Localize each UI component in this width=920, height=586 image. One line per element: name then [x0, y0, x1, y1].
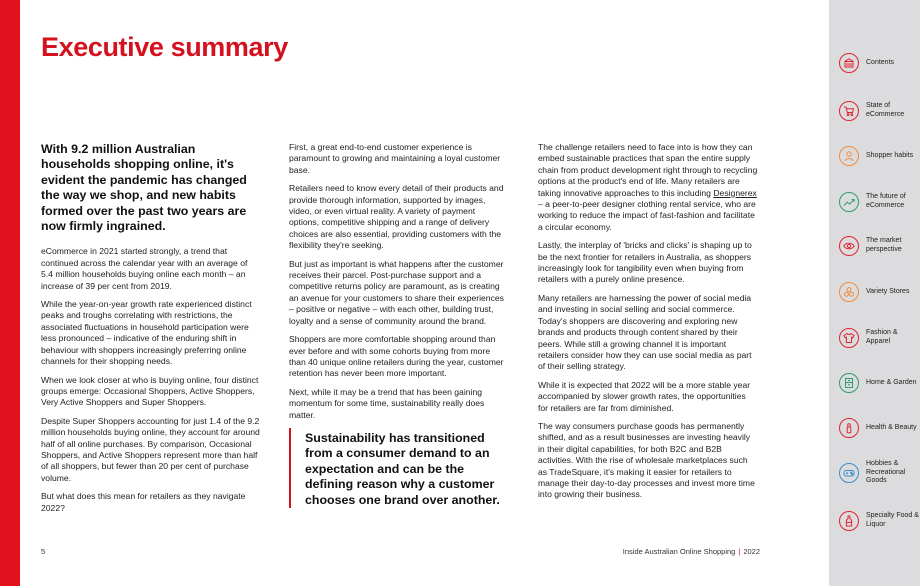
sidebar-item-label: Health & Beauty: [866, 423, 917, 431]
eye-icon: [839, 236, 859, 256]
sidebar-item-label: The future of eCommerce: [866, 193, 906, 209]
body-paragraph: While it is expected that 2022 will be a more stable year accompanied by slower growth rates, the opportunities for retailers are far from diminished.: [538, 379, 751, 413]
shopper-icon: [839, 146, 859, 166]
body-paragraph: The way consumers purchase goods has permanently shifted, and as a result businesses are investing heavily in their digital capabilities, for both B2C and B2B activities. With the rise of wholesale marketplaces such as TradeSquare, it's making it easier for retailers to manage their day-to-day processes and invest more time into growing their business.: [538, 420, 755, 500]
sidebar-item-label: Specialty Food & Liquor: [866, 512, 919, 528]
home-icon: [839, 373, 859, 393]
lead-paragraph: With 9.2 million Australian households shopping online, it's evident the pandemic has changed the way we shop, and new habits formed over the past two years are now firmly ingrained.: [41, 142, 247, 234]
left-accent-bar: [0, 0, 20, 586]
sidebar-item-label: The market perspective: [866, 237, 902, 253]
body-paragraph: Shoppers are more comfortable shopping around than ever before and with some cohorts buying from more than 40 unique online retailers during the year, customer retention has never been more important.: [289, 334, 504, 379]
body-paragraph: Lastly, the interplay of 'bricks and clicks' is shaping up to be the next frontier for retailers in Australia, as shoppers increasingly look for tangibility even when buying from retailers with a purely online presence.: [538, 240, 752, 285]
contents-icon: [839, 53, 859, 73]
body-paragraph: [538, 142, 758, 233]
sidebar-item-label: Shopper habits: [866, 151, 914, 159]
text-span: The challenge retailers need to face into is how they can embed sustainable practices that span the entire supply chain from product development right through to recycling options at the product's end of life. Many retailers are taking innovative approaches to this including: [538, 142, 758, 198]
sidebar-item-variety-stores[interactable]: [839, 277, 919, 307]
body-paragraph: eCommerce in 2021 started strongly, a trend that continued across the calendar year with an average of 5.4 million households buying online each month – an increase of 39 per cent from 2019.: [41, 246, 248, 291]
body-paragraph: Despite Super Shoppers accounting for just 1.4 of the 9.2 million households buying online, they account for around half of all online purchases. By comparison, Occasional Shoppers, and Active Shoppers represent more than half of all shoppers, but fewer than 20 per cent of purchase volume.: [41, 415, 260, 483]
sidebar-item-label: Fashion & Apparel: [866, 329, 898, 345]
sidebar-item-fashion-apparel[interactable]: [839, 323, 919, 353]
trend-icon: [839, 192, 859, 212]
cart-icon: [839, 101, 859, 121]
sidebar-item-hobbies-recreational-goods[interactable]: [839, 458, 919, 488]
shirt-icon: [839, 328, 859, 348]
column-2: [289, 142, 507, 508]
sidebar-item-label: Variety Stores: [866, 287, 910, 295]
sidebar-item-contents[interactable]: [839, 48, 919, 78]
text-span: – a peer-to-peer designer clothing rental service, who are working to reduce the impact of fast-fashion and facilitate a circular economy.: [538, 199, 756, 232]
sidebar-item-label: State of eCommerce: [866, 102, 905, 118]
sidebar-item-future-of-ecommerce[interactable]: [839, 187, 919, 217]
sidebar-item-state-of-ecommerce[interactable]: [839, 96, 919, 126]
body-paragraph: But just as important is what happens after the customer receives their parcel. Post-purchase support and a competitive returns policy are paramount, as is creating an avenue for your customers to share their experiences – positive or negative – with each other, building trust, loyalty and a sense of community around the brand.: [289, 258, 504, 326]
designerex-link[interactable]: Designerex: [713, 187, 757, 198]
pull-quote: Sustainability has transitioned from a consumer demand to an expectation and can be the defining reason why a customer chooses one brand over another.: [289, 428, 507, 508]
publication-year: 2022: [743, 547, 760, 556]
sidebar-item-specialty-food-liquor[interactable]: [839, 506, 919, 536]
body-paragraph: While the year-on-year growth rate experienced distinct peaks and troughs correlating with restrictions, the associated fluctuations in household participation were less pronounced – indicative of the enduring shift in behaviour with shoppers increasingly preferring online channels for their shopping needs.: [41, 299, 252, 367]
page-number: 5: [41, 547, 46, 556]
body-paragraph: First, a great end-to-end customer experience is paramount to growing and maintaining a loyal customer base.: [289, 142, 501, 175]
publication-title: Inside Australian Online Shopping: [622, 547, 736, 556]
sidebar-item-market-perspective[interactable]: [839, 231, 919, 261]
sidebar-item-shopper-habits[interactable]: [839, 141, 919, 171]
variety-icon: [839, 282, 859, 302]
gamepad-icon: [839, 463, 859, 483]
column-1: [41, 142, 261, 521]
sidebar-item-home-garden[interactable]: [839, 368, 919, 398]
sidebar-item-label: Home & Garden: [866, 378, 917, 386]
footer-publication: [620, 547, 760, 556]
footer-separator: |: [738, 547, 741, 556]
column-3: [538, 142, 758, 508]
body-paragraph: Many retailers are harnessing the power of social media and investing in social selling and social commerce. Today's shoppers are discovering and exploring new brands and products through content shared by their peers. While still a growing channel it is important retailers consider how they can use social media as part of their selling strategy.: [538, 292, 752, 372]
body-paragraph: But what does this mean for retailers as they navigate 2022?: [41, 491, 246, 513]
body-paragraph: When we look closer at who is buying online, four distinct groups emerge: Occasional Shoppers, Active Shoppers, Very Active Shoppers and Super Shoppers.: [41, 374, 259, 408]
sidebar-item-health-beauty[interactable]: [839, 413, 919, 443]
sidebar-item-label: Contents: [866, 58, 895, 66]
body-paragraph: Next, while it may be a trend that has been gaining momentum for some time, sustainability really does matter.: [289, 386, 485, 420]
page-title: Executive summary: [41, 32, 288, 62]
sidebar-item-label: Hobbies & Recreational Goods: [866, 460, 906, 485]
health-icon: [839, 418, 859, 438]
bottle-icon: [839, 511, 859, 531]
body-paragraph: Retailers need to know every detail of their products and provide thorough information, supported by images, video, or even virtual reality. A variety of payment options, competitive shipping and a range of delivery choices are also essential, providing customers with the flexibility they're seeking.: [289, 183, 504, 251]
